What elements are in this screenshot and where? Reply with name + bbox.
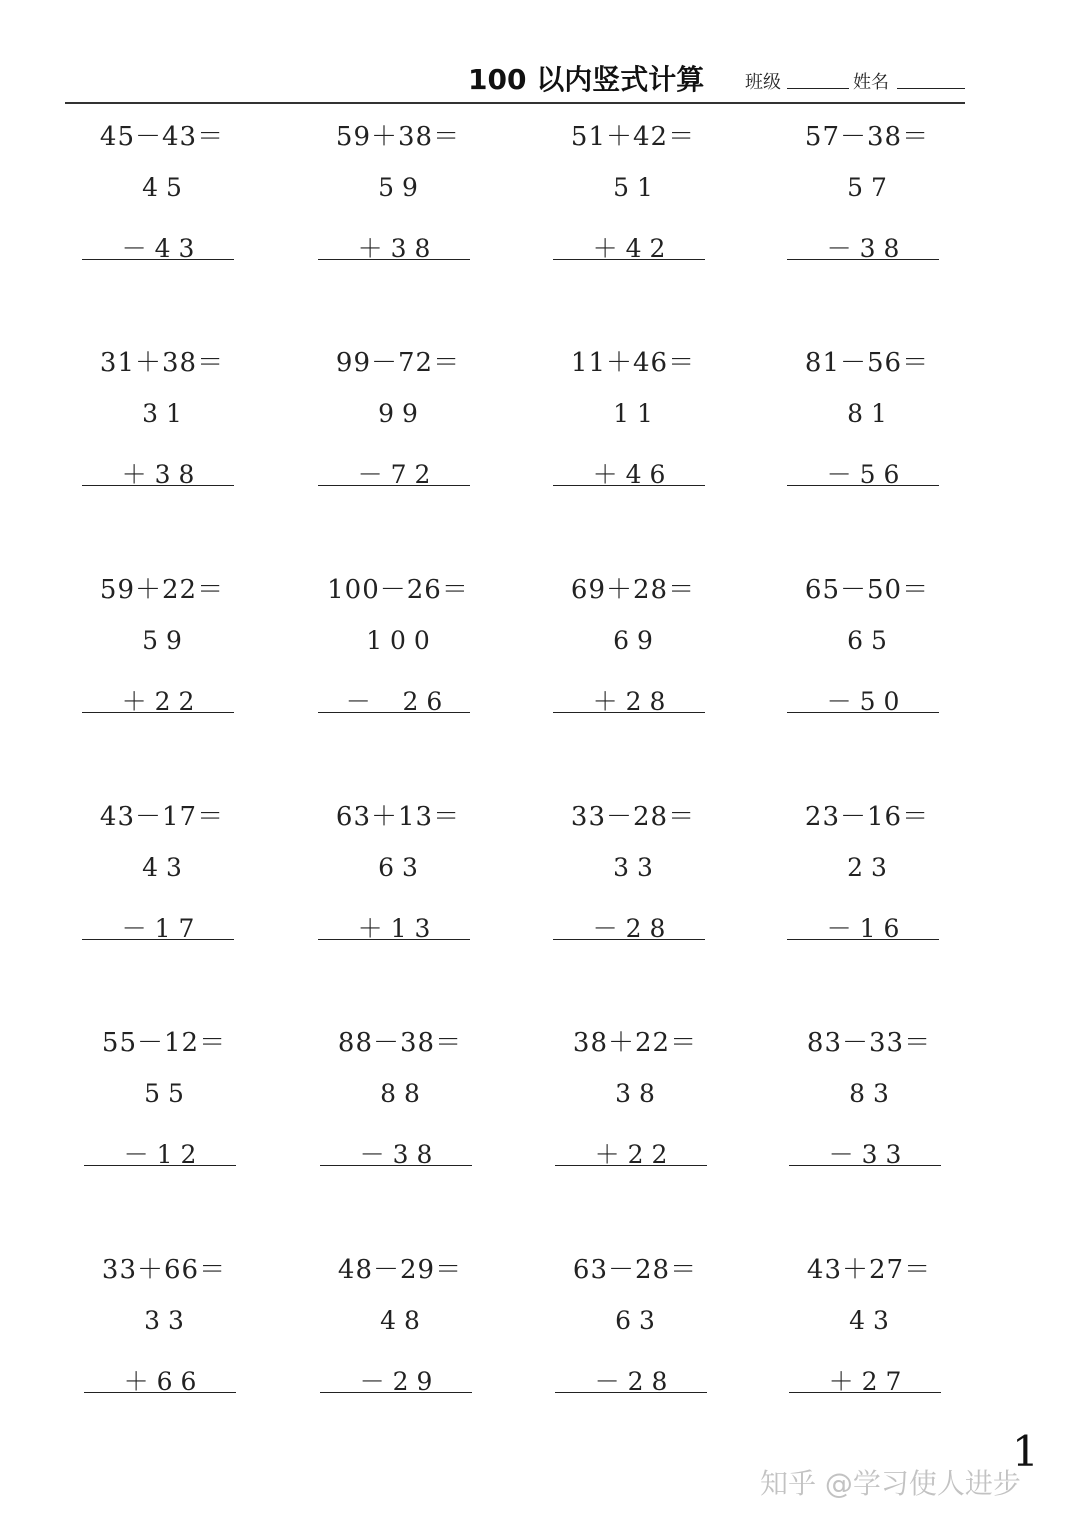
problem-cell [553, 116, 723, 276]
name-blank[interactable] [897, 88, 965, 89]
answer-line[interactable] [553, 259, 705, 260]
answer-line[interactable] [787, 712, 939, 713]
vertical-top-number: 5 9 [378, 173, 418, 202]
answer-line[interactable] [318, 712, 470, 713]
vertical-operator-line: － 3 3 [828, 1140, 902, 1169]
page-number: 1 [1012, 1427, 1039, 1476]
vertical-operator-line: ＋ 1 3 [357, 914, 431, 943]
vertical-operator-line: － 4 3 [121, 234, 195, 263]
problem-cell [555, 1249, 725, 1409]
vertical-top-number: 6 5 [847, 626, 887, 655]
vertical-top-number: 3 8 [615, 1079, 655, 1108]
vertical-top-number: 4 3 [849, 1306, 889, 1335]
problem-equation: 38＋22＝ [572, 1028, 698, 1058]
problem-cell [553, 342, 723, 502]
answer-line[interactable] [789, 1165, 941, 1166]
name-label: 姓名 [853, 72, 889, 93]
problem-cell [84, 1249, 254, 1409]
problem-equation: 57－38＝ [804, 122, 930, 152]
vertical-operator-line: ＋ 2 8 [592, 687, 666, 716]
problem-equation: 55－12＝ [101, 1028, 227, 1058]
problem-equation: 83－33＝ [806, 1028, 932, 1058]
vertical-top-number: 6 3 [378, 853, 418, 882]
problem-equation: 69＋28＝ [570, 575, 696, 605]
worksheet-header [0, 0, 1080, 110]
problem-equation: 65－50＝ [804, 575, 930, 605]
problem-equation: 63－28＝ [572, 1255, 698, 1285]
vertical-top-number: 3 1 [142, 399, 182, 428]
problem-equation: 59＋22＝ [99, 575, 225, 605]
answer-line[interactable] [318, 485, 470, 486]
vertical-operator-line: － 1 2 [123, 1140, 197, 1169]
problem-equation: 63＋13＝ [335, 802, 461, 832]
vertical-top-number: 3 3 [144, 1306, 184, 1335]
problem-cell [553, 569, 723, 729]
problem-equation: 100－26＝ [327, 575, 469, 605]
problem-cell [320, 1022, 490, 1182]
problem-equation: 31＋38＝ [99, 348, 225, 378]
vertical-operator-line: ＋ 2 2 [594, 1140, 668, 1169]
problem-cell [555, 1022, 725, 1182]
problem-cell [318, 342, 488, 502]
problem-cell [82, 796, 252, 956]
problem-cell [318, 569, 488, 729]
header-divider [65, 102, 965, 104]
problem-cell [318, 796, 488, 956]
worksheet-title: 100 以内竖式计算 [468, 63, 705, 96]
vertical-operator-line: ＋ 3 8 [357, 234, 431, 263]
answer-line[interactable] [318, 259, 470, 260]
vertical-top-number: 6 3 [615, 1306, 655, 1335]
answer-line[interactable] [82, 485, 234, 486]
vertical-top-number: 4 3 [142, 853, 182, 882]
class-blank[interactable] [787, 88, 849, 89]
problem-cell [82, 342, 252, 502]
problem-equation: 43－17＝ [99, 802, 225, 832]
answer-line[interactable] [787, 939, 939, 940]
answer-line[interactable] [553, 939, 705, 940]
vertical-top-number: 6 9 [613, 626, 653, 655]
answer-line[interactable] [82, 712, 234, 713]
answer-line[interactable] [82, 939, 234, 940]
vertical-operator-line: － 1 6 [826, 914, 900, 943]
problem-cell [787, 116, 957, 276]
problem-equation: 59＋38＝ [335, 122, 461, 152]
vertical-operator-line: － 7 2 [357, 460, 431, 489]
answer-line[interactable] [555, 1392, 707, 1393]
vertical-top-number: 4 5 [142, 173, 182, 202]
vertical-operator-line: ＋ 4 6 [592, 460, 666, 489]
vertical-operator-line: ＋ 2 7 [828, 1367, 902, 1396]
problem-equation: 81－56＝ [804, 348, 930, 378]
problem-equation: 88－38＝ [337, 1028, 463, 1058]
answer-line[interactable] [318, 939, 470, 940]
problem-equation: 23－16＝ [804, 802, 930, 832]
vertical-top-number: 5 7 [847, 173, 887, 202]
vertical-top-number: 5 5 [144, 1079, 184, 1108]
vertical-top-number: 8 3 [849, 1079, 889, 1108]
problem-cell [320, 1249, 490, 1409]
problem-equation: 11＋46＝ [570, 348, 696, 378]
vertical-operator-line: ＋ 6 6 [123, 1367, 197, 1396]
class-label: 班级 [745, 72, 781, 93]
answer-line[interactable] [320, 1165, 472, 1166]
problem-cell [789, 1249, 959, 1409]
answer-line[interactable] [82, 259, 234, 260]
vertical-top-number: 2 3 [847, 853, 887, 882]
problem-equation: 99－72＝ [335, 348, 461, 378]
problem-equation: 48－29＝ [337, 1255, 463, 1285]
vertical-top-number: 9 9 [378, 399, 418, 428]
answer-line[interactable] [84, 1392, 236, 1393]
vertical-top-number: 3 3 [613, 853, 653, 882]
vertical-top-number: 5 1 [613, 173, 653, 202]
vertical-top-number: 8 8 [380, 1079, 420, 1108]
problem-equation: 51＋42＝ [570, 122, 696, 152]
vertical-operator-line: ＋ 2 2 [121, 687, 195, 716]
problem-cell [553, 796, 723, 956]
vertical-operator-line: － 3 8 [826, 234, 900, 263]
problem-equation: 43＋27＝ [806, 1255, 932, 1285]
vertical-operator-line: － 2 8 [594, 1367, 668, 1396]
problem-cell [84, 1022, 254, 1182]
answer-line[interactable] [787, 259, 939, 260]
vertical-operator-line: － 2 9 [359, 1367, 433, 1396]
answer-line[interactable] [787, 485, 939, 486]
vertical-top-number: 4 8 [380, 1306, 420, 1335]
problem-cell [787, 569, 957, 729]
problem-cell [787, 796, 957, 956]
vertical-operator-line: － 2 8 [592, 914, 666, 943]
problem-cell [789, 1022, 959, 1182]
problem-cell [318, 116, 488, 276]
vertical-top-number: 5 9 [142, 626, 182, 655]
vertical-operator-line: － 5 0 [826, 687, 900, 716]
answer-line[interactable] [555, 1165, 707, 1166]
problem-equation: 33－28＝ [570, 802, 696, 832]
vertical-top-number: 1 0 0 [366, 626, 430, 655]
vertical-operator-line: － 2 6 [345, 687, 443, 716]
answer-line[interactable] [789, 1392, 941, 1393]
answer-line[interactable] [553, 485, 705, 486]
answer-line[interactable] [320, 1392, 472, 1393]
vertical-operator-line: － 1 7 [121, 914, 195, 943]
problem-cell [787, 342, 957, 502]
problem-equation: 45－43＝ [99, 122, 225, 152]
problem-cell [82, 569, 252, 729]
problem-cell [82, 116, 252, 276]
vertical-top-number: 1 1 [613, 399, 653, 428]
problem-equation: 33＋66＝ [101, 1255, 227, 1285]
vertical-top-number: 8 1 [847, 399, 887, 428]
vertical-operator-line: ＋ 3 8 [121, 460, 195, 489]
answer-line[interactable] [553, 712, 705, 713]
vertical-operator-line: － 5 6 [826, 460, 900, 489]
vertical-operator-line: － 3 8 [359, 1140, 433, 1169]
answer-line[interactable] [84, 1165, 236, 1166]
watermark: 知乎 @学习使人进步 [760, 1467, 1021, 1500]
vertical-operator-line: ＋ 4 2 [592, 234, 666, 263]
